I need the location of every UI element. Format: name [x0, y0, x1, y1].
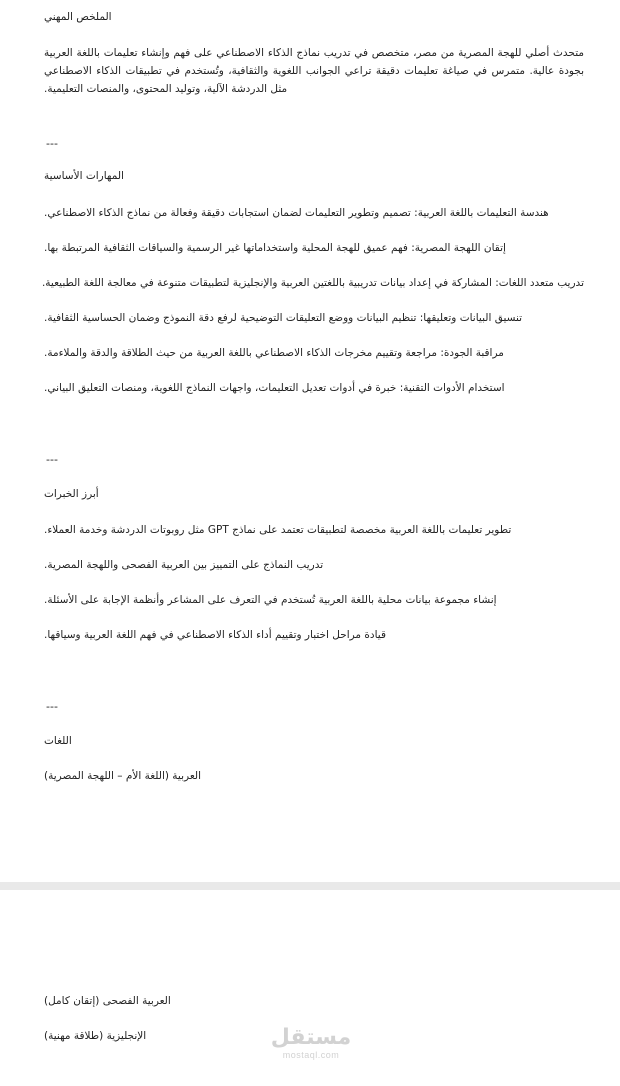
languages-heading: اللغات: [44, 735, 72, 747]
section-separator: ---: [46, 453, 58, 466]
experience-item: إنشاء مجموعة بيانات محلية باللغة العربية تُستخدم في التعرف على المشاعر وأنظمة الإجابة على الأسئلة.: [44, 594, 497, 606]
skills-heading: المهارات الأساسية: [44, 170, 124, 182]
page-divider: [0, 882, 620, 890]
skill-item: استخدام الأدوات التقنية: خبرة في أدوات تعديل التعليمات، واجهات النماذج اللغوية، ومنصات التعليق البياني.: [44, 382, 505, 394]
language-item: العربية (اللغة الأم – اللهجة المصرية): [44, 770, 201, 782]
summary-paragraph: متحدث أصلي للهجة المصرية من مصر، متخصص في تدريب نماذج الذكاء الاصطناعي على فهم وإنشاء تعليمات باللغة العربية بجودة عالية. متمرس في صياغة تعليمات دقيقة تراعي الجوانب اللغوية والثقافية، وتُستخدم في تطبيقات الذكاء الاصطناعي مثل الدردشة الآلية، وتوليد المحتوى، والمنصات التعليمية.: [44, 47, 584, 95]
skill-item: تدريب متعدد اللغات: المشاركة في إعداد بيانات تدريبية باللغتين العربية والإنجليزية لتطبيقات متنوعة في معالجة اللغة الطبيعية.: [41, 277, 584, 289]
language-item: الإنجليزية (طلاقة مهنية): [44, 1030, 147, 1042]
skill-item: هندسة التعليمات باللغة العربية: تصميم وتطوير التعليمات لضمان استجابات دقيقة وفعالة من نماذج الذكاء الاصطناعي.: [44, 207, 549, 219]
skill-item: مراقبة الجودة: مراجعة وتقييم مخرجات الذكاء الاصطناعي باللغة العربية من حيث الطلاقة والدقة والملاءمة.: [44, 347, 504, 359]
experience-item: تدريب النماذج على التمييز بين العربية الفصحى واللهجة المصرية.: [44, 559, 324, 571]
document-page-2: [0, 890, 620, 1086]
experience-item: قيادة مراحل اختبار وتقييم أداء الذكاء الاصطناعي في فهم اللغة العربية وسياقها.: [44, 629, 386, 641]
watermark-latin: mostaql.com: [282, 1050, 340, 1060]
summary-heading: الملخص المهني: [44, 11, 112, 23]
skill-item: تنسيق البيانات وتعليقها: تنظيم البيانات ووضع التعليقات التوضيحية لرفع دقة النموذج وضمان الحساسية الثقافية.: [44, 312, 523, 324]
skill-item: إتقان اللهجة المصرية: فهم عميق للهجة المحلية واستخداماتها غير الرسمية والسياقات الثقافية المرتبطة بها.: [44, 242, 506, 254]
experience-heading: أبرز الخبرات: [44, 488, 99, 500]
watermark-arabic: مستقل: [270, 1025, 352, 1050]
experience-item: تطوير تعليمات باللغة العربية مخصصة لتطبيقات تعتمد على نماذج GPT مثل روبوتات الدردشة وخدمة العملاء.: [44, 524, 512, 536]
section-separator: ---: [46, 700, 58, 713]
language-item: العربية الفصحى (إتقان كامل): [44, 995, 171, 1007]
section-separator: ---: [46, 137, 58, 150]
